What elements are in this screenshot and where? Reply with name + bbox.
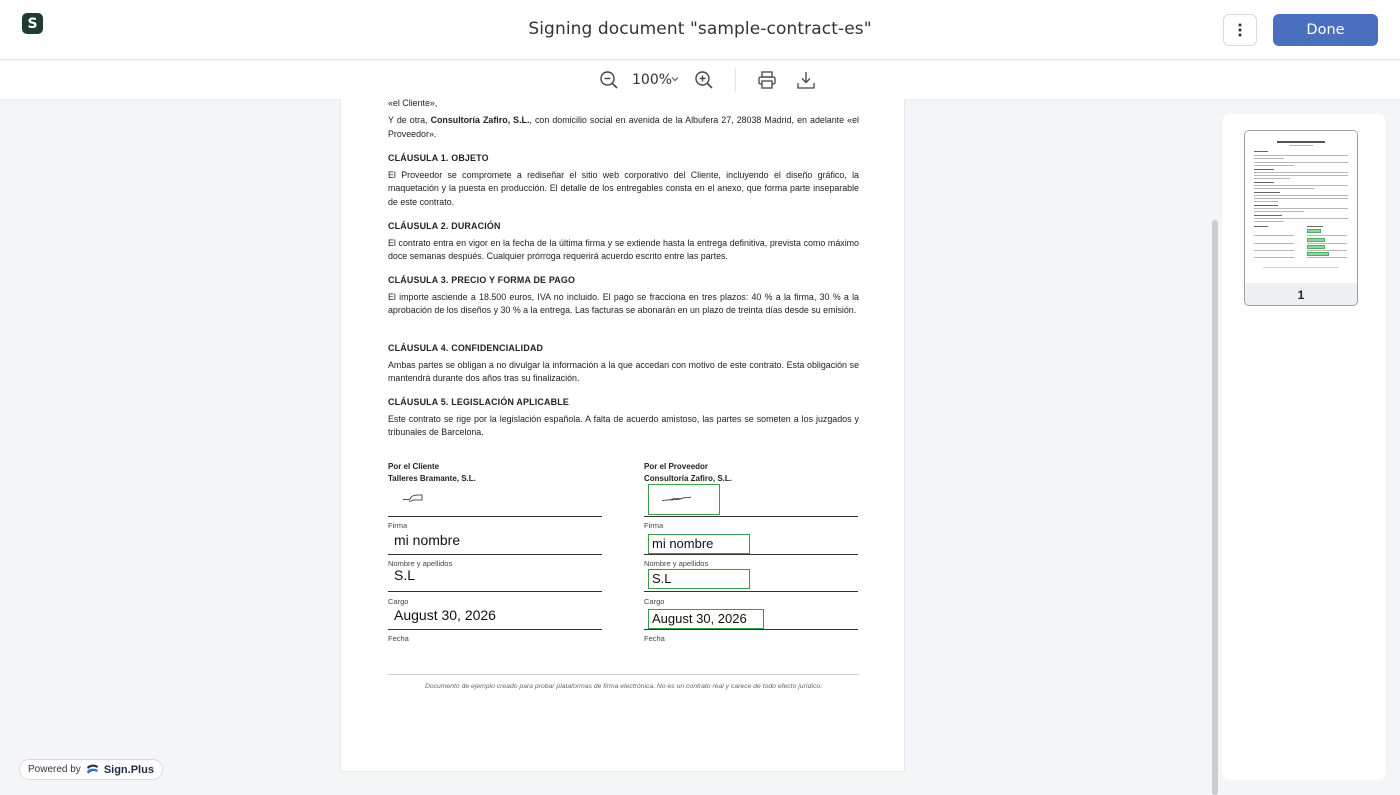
- clause-title: CLÁUSULA 5. LEGISLACIÓN APLICABLE: [388, 397, 569, 407]
- more-options-button[interactable]: [1223, 14, 1257, 46]
- done-button[interactable]: Done: [1273, 14, 1378, 46]
- signature-line: [388, 629, 602, 630]
- chevron-down-icon[interactable]: [670, 74, 680, 84]
- provider-heading: Por el Proveedor: [644, 462, 709, 471]
- app-header: [0, 0, 1400, 60]
- client-date-value: August 30, 2026: [394, 607, 496, 623]
- document-footer-note: Documento de ejemplo creado para probar plataformas de firma electrónica. No es un contrato real y carece de todo efecto jurídico.: [424, 683, 823, 690]
- provider-name-field[interactable]: [648, 534, 750, 554]
- provider-signature-field[interactable]: [648, 484, 720, 515]
- provider-role-field[interactable]: [648, 569, 750, 589]
- fecha-label: Fecha: [644, 634, 665, 643]
- signature-line: [644, 629, 858, 630]
- clause-text: El Proveedor se compromete a rediseñar el sitio web corporativo del Cliente, incluyendo el diseño gráfico, la maquetación y la puesta en producción. El detalle de los entregables consta en el anexo, que forma parte inseparable de este contrato.: [388, 169, 859, 207]
- signature-line: [644, 591, 858, 592]
- clause-5: [388, 396, 859, 440]
- intro-client-text: «el Cliente»,: [388, 98, 438, 108]
- signature-line: [644, 516, 858, 517]
- clause-title: CLÁUSULA 4. CONFIDENCIALIDAD: [388, 343, 544, 353]
- app-logo[interactable]: S: [22, 13, 43, 34]
- zoom-level[interactable]: 100%: [632, 72, 673, 88]
- client-signature-block: [388, 461, 602, 646]
- zoom-out-icon[interactable]: [599, 70, 619, 90]
- signature-line: [644, 554, 858, 555]
- nombre-label: Nombre y apellidos: [644, 559, 709, 568]
- firma-label: Firma: [644, 521, 664, 530]
- provider-company: Consultoría Zafiro, S.L.: [644, 473, 733, 483]
- signature-line: [388, 554, 602, 555]
- cargo-label: Cargo: [388, 597, 409, 606]
- clause-text: El importe asciende a 18.500 euros, IVA no incluido. El pago se fracciona en tres plazos: 40 % a la firma, 30 % a la aprobación de los diseños y 30 % a la entrega. Las facturas se abonarán en un plazo de treinta días desde su emisión.: [388, 291, 859, 316]
- provider-role-value: S.L: [652, 571, 672, 586]
- signature-line: [388, 591, 602, 592]
- document-scrollbar[interactable]: [1212, 220, 1218, 795]
- powered-by-label: Powered by: [28, 764, 81, 775]
- document-toolbar: [0, 61, 1400, 99]
- thumbnail-page-number: 1: [1297, 288, 1305, 302]
- page-thumbnail[interactable]: [1244, 130, 1358, 306]
- thumbnail-preview: [1245, 131, 1357, 283]
- page-title: Signing document "sample-contract-es": [528, 19, 872, 39]
- client-signature-image: [402, 491, 426, 505]
- clause-4: [388, 342, 859, 386]
- clause-text: Este contrato se rige por la legislación española. A falta de acuerdo amistoso, las partes se someten a los juzgados y tribunales de Barcelona.: [388, 413, 859, 438]
- fecha-label: Fecha: [388, 634, 409, 643]
- signplus-logo-icon: [86, 764, 99, 775]
- clause-text: Ambas partes se obligan a no divulgar la información a la que accedan con motivo de este contrato. Esta obligación se mantendrá durante dos años tras su finalización.: [388, 359, 859, 384]
- firma-label: Firma: [388, 521, 408, 530]
- intro-provider-paragraph: Y de otra, Consultoría Zafiro, S.L., con domicilio social en avenida de la Albufera 27, 28038 Madrid, en adelante «el Proveedor».: [388, 115, 859, 139]
- footer-divider: [388, 674, 859, 675]
- zoom-in-icon[interactable]: [694, 70, 714, 90]
- clause-2: [388, 220, 859, 264]
- document-page: [340, 99, 905, 772]
- powered-by-brand: Sign.Plus: [103, 763, 154, 776]
- clause-text: El contrato entra en vigor en la fecha de la última firma y se extiende hasta la entrega definitiva, prevista como máximo doce semanas después. Cualquier prórroga requerirá acuerdo escrito entre las partes.: [388, 237, 859, 262]
- cargo-label: Cargo: [644, 597, 665, 606]
- clause-1: [388, 152, 859, 209]
- print-icon[interactable]: [757, 70, 777, 90]
- provider-date-field[interactable]: [648, 609, 764, 629]
- kebab-menu-icon: [1238, 23, 1242, 37]
- client-company: Talleres Bramante, S.L.: [388, 473, 476, 483]
- provider-signature-block: [644, 461, 858, 646]
- nombre-label: Nombre y apellidos: [388, 559, 453, 568]
- thumbnail-panel: [1222, 114, 1386, 780]
- toolbar-divider: [735, 68, 736, 92]
- clause-title: CLÁUSULA 2. DURACIÓN: [388, 221, 501, 231]
- signature-line: [388, 516, 602, 517]
- provider-name-value: mi nombre: [652, 536, 714, 551]
- clause-title: CLÁUSULA 1. OBJETO: [388, 153, 489, 163]
- client-heading: Por el Cliente: [388, 462, 440, 471]
- provider-signature-image: [661, 493, 693, 505]
- provider-date-value: August 30, 2026: [652, 611, 747, 626]
- client-name-value: mi nombre: [394, 532, 461, 548]
- download-icon[interactable]: [796, 70, 816, 90]
- clause-title: CLÁUSULA 3. PRECIO Y FORMA DE PAGO: [388, 275, 576, 285]
- client-role-value: S.L: [394, 567, 416, 583]
- clause-3: [388, 274, 859, 318]
- powered-by-badge[interactable]: [19, 759, 163, 780]
